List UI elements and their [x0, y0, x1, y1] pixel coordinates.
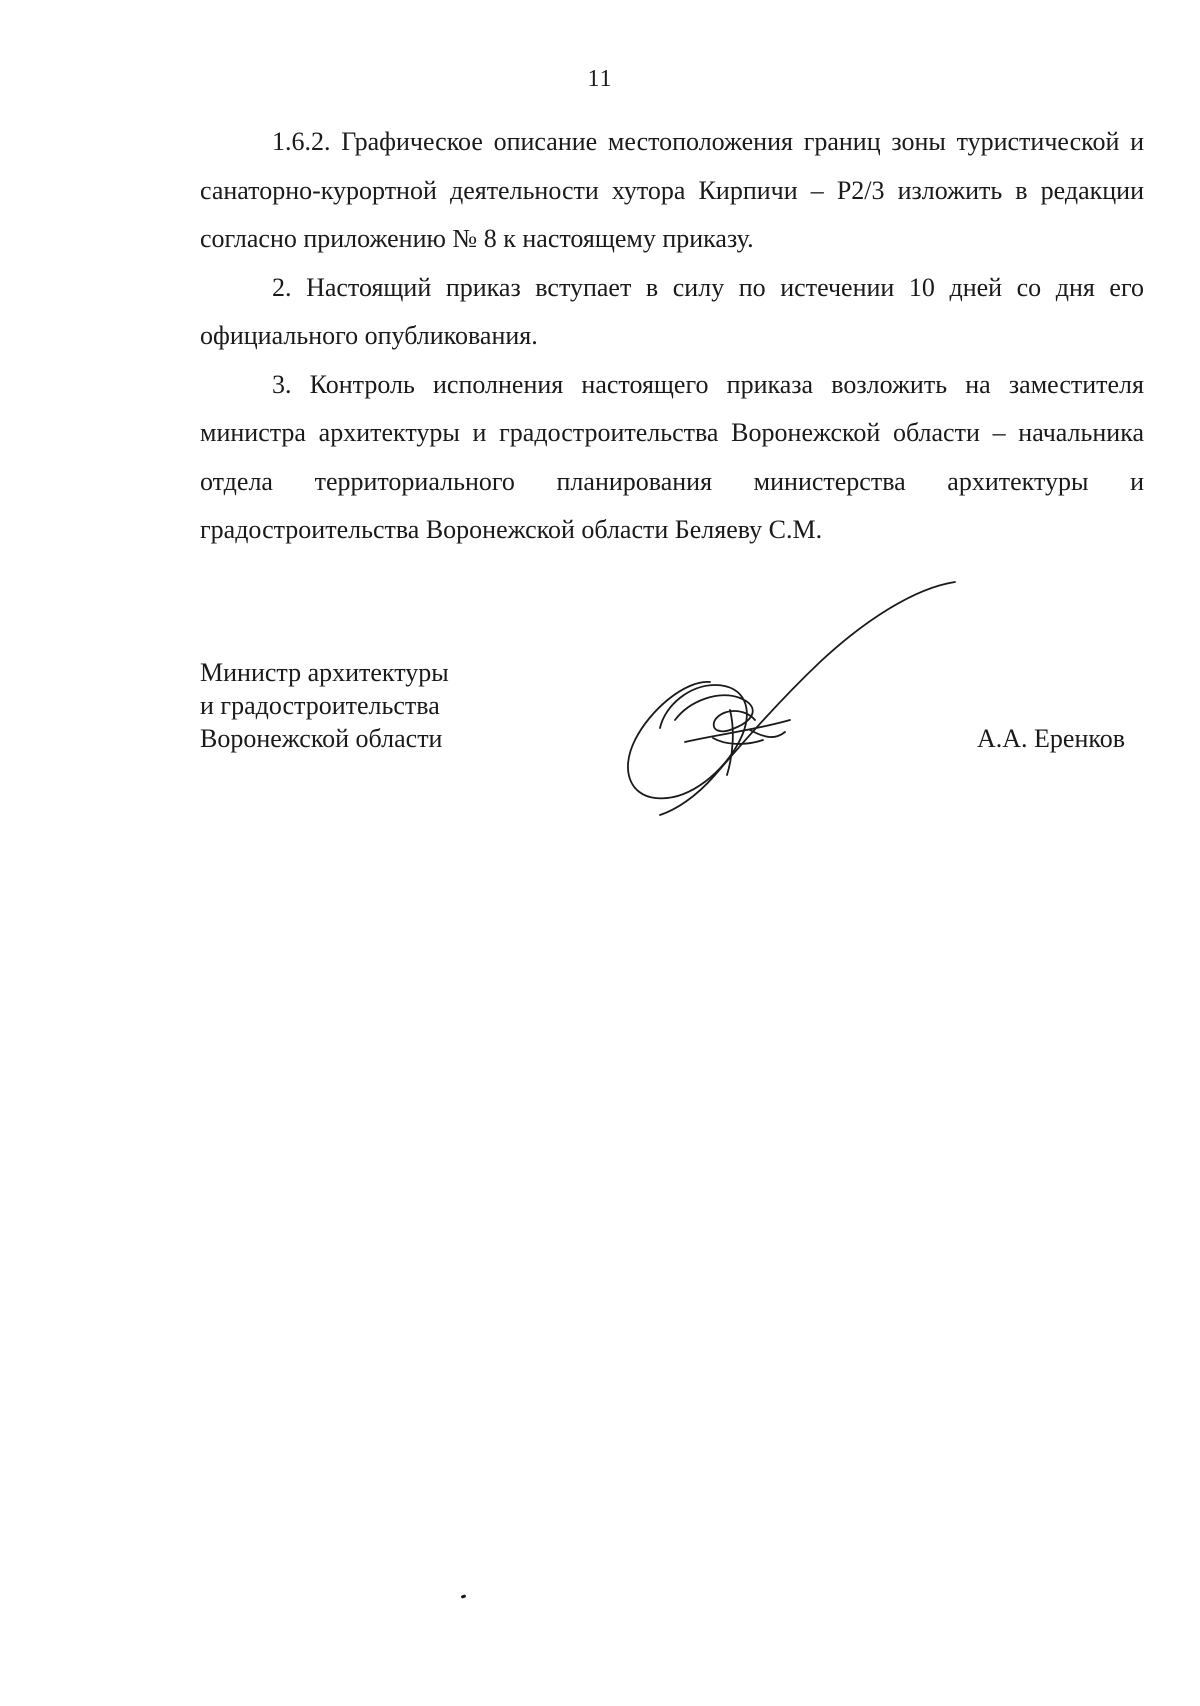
scan-speck	[461, 1594, 467, 1599]
paragraph-1-6-2: 1.6.2. Графическое описание местоположения границ зоны туристической и санаторно-курортной деятельности хутора Кирпичи – Р2/3 изложить в редакции согласно приложению № 8 к настоящему приказу.	[200, 127, 1144, 253]
document-body	[200, 118, 1144, 555]
page-number: 11	[587, 66, 613, 92]
signatory-name: А.А. Еренков	[977, 724, 1125, 753]
signatory-title	[200, 656, 449, 755]
signatory-title-line-2: и градостроительства	[200, 691, 440, 720]
paragraph-3: 3. Контроль исполнения настоящего приказа возложить на заместителя министра архитектуры и градостроительства Воронежской области – начальника отдела территориального планирования министерства архитектуры и градостроительства Воронежской области Беляеву С.М.	[200, 369, 1144, 544]
signatory-title-line-3: Воронежской области	[200, 724, 443, 753]
signatory-title-line-1: Министр архитектуры	[200, 658, 449, 687]
handwritten-signature	[615, 570, 960, 820]
paragraph-2: 2. Настоящий приказ вступает в силу по истечении 10 дней со дня его официального опубликования.	[200, 272, 1144, 350]
